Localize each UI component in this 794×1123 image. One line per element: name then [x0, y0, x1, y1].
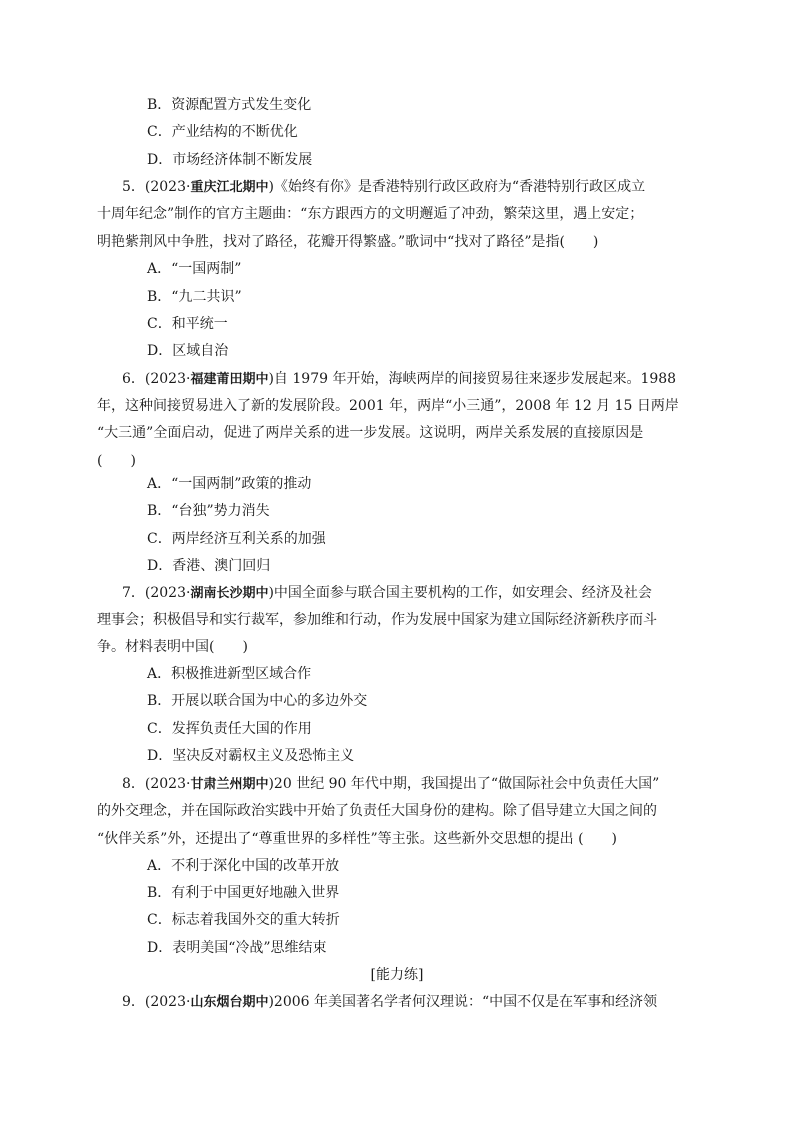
- option-a: A．“一国两制”: [147, 261, 242, 277]
- option-b: B．“台独”势力消失: [147, 503, 270, 519]
- question-text-line: “大三通”全面启动，促进了两岸关系的进一步发展。这说明，两岸关系发展的直接原因是: [97, 425, 644, 441]
- section-title: [能力练]: [370, 967, 424, 983]
- option-b: B．“九二共识”: [147, 289, 242, 305]
- option-d: D．香港、澳门回归: [147, 558, 271, 574]
- option-a: A．不利于深化中国的改革开放: [147, 858, 340, 874]
- question-source: 湖南长沙期中: [190, 586, 269, 601]
- option-c: C．和平统一: [147, 316, 228, 332]
- question-source: 重庆江北期中: [190, 180, 269, 195]
- option-c: C．产业结构的不断优化: [147, 124, 298, 140]
- question-text-line: “伙伴关系”外，还提出了“尊重世界的多样性”等主张。这些新外交思想的提出 ( ): [97, 831, 618, 847]
- question-9-stem: 9．(2023·山东烟台期中)2006 年美国著名学者何汉理说：“中国不仅是在军事和经济领: [122, 994, 658, 1010]
- question-text-line: 明艳紫荆风中争胜，找对了路径，花瓣开得繁盛。”歌词中“找对了路径”是指( ): [97, 234, 599, 250]
- option-b: B．开展以联合国为中心的多边外交: [147, 693, 368, 709]
- question-text-line: 年，这种间接贸易进入了新的发展阶段。2001 年，两岸“小三通”，2008 年 12 月 15 日两岸: [97, 398, 679, 414]
- question-text-line: 的外交理念，并在国际政治实践中开始了负责任大国身份的建构。除了倡导建立大国之间的: [97, 803, 657, 819]
- question-text-line: 争。材料表明中国( ): [97, 639, 248, 655]
- option-d: D．区域自治: [147, 343, 229, 359]
- question-5-stem: 5．(2023·重庆江北期中)《始终有你》是香港特别行政区政府为“香港特别行政区成立: [122, 179, 646, 195]
- question-source: 福建莆田期中: [190, 372, 269, 387]
- option-a: A．积极推进新型区域合作: [147, 666, 312, 682]
- question-source: 甘肃兰州期中: [190, 777, 269, 792]
- option-a: A．“一国两制”政策的推动: [147, 476, 312, 492]
- question-text-line: 十周年纪念”制作的官方主题曲：“东方跟西方的文明邂逅了冲劲，繁荣这里，遇上安定；: [97, 206, 644, 222]
- option-c: C．发挥负责任大国的作用: [147, 721, 312, 737]
- option-d: D．表明美国“冷战”思维结束: [147, 940, 327, 956]
- option-d: D．市场经济体制不断发展: [147, 152, 313, 168]
- option-c: C．两岸经济互利关系的加强: [147, 531, 326, 547]
- question-text-line: 理事会；积极倡导和实行裁军，参加维和行动，作为发展中国家为建立国际经济新秩序而斗: [97, 612, 657, 628]
- option-b: B．资源配置方式发生变化: [147, 97, 312, 113]
- question-source: 山东烟台期中: [190, 995, 269, 1010]
- option-d: D．坚决反对霸权主义及恐怖主义: [147, 748, 355, 764]
- question-7-stem: 7．(2023·湖南长沙期中)中国全面参与联合国主要机构的工作，如安理会、经济及社会: [122, 585, 652, 601]
- question-6-stem: 6．(2023·福建莆田期中)自 1979 年开始，海峡两岸的间接贸易往来逐步发展起来。1988: [122, 371, 677, 387]
- question-8-stem: 8．(2023·甘肃兰州期中)20 世纪 90 年代中期，我国提出了“做国际社会中负责任大国”: [122, 776, 660, 792]
- option-b: B．有利于中国更好地融入世界: [147, 885, 340, 901]
- option-c: C．标志着我国外交的重大转折: [147, 912, 340, 928]
- question-text-line: ( ): [97, 453, 136, 469]
